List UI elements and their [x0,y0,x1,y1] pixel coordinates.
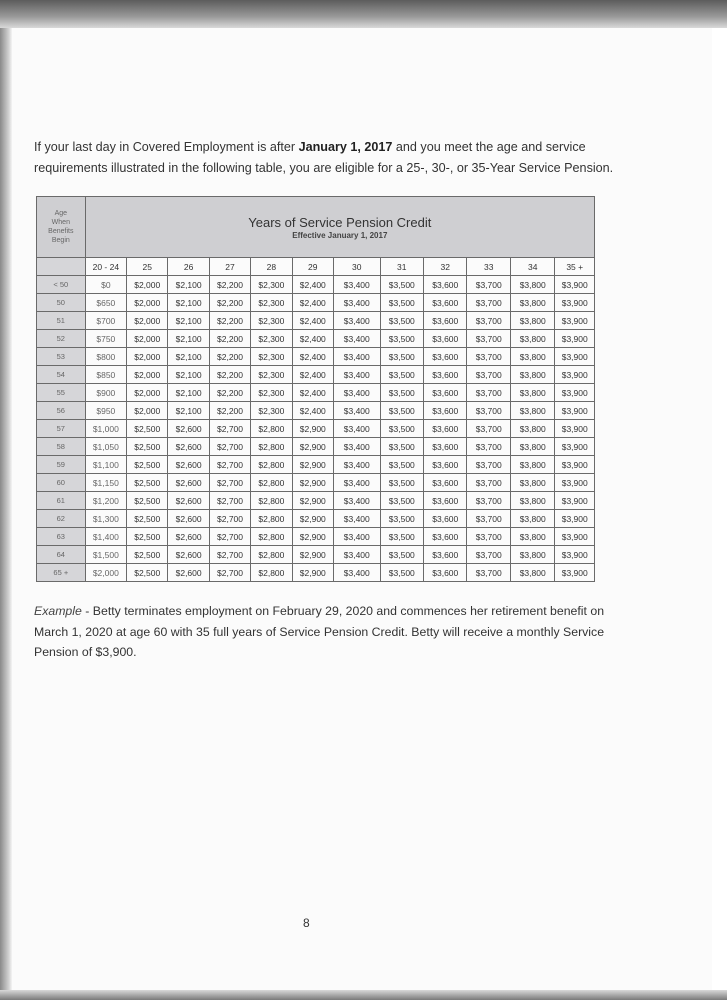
benefit-cell: $700 [85,312,126,330]
benefit-cell: $2,700 [209,474,250,492]
benefit-cell: $3,600 [424,330,467,348]
age-column-blank [37,258,86,276]
benefit-cell: $3,400 [333,546,380,564]
benefit-cell: $3,500 [380,492,423,510]
column-header: 34 [510,258,555,276]
benefit-cell: $2,100 [168,384,209,402]
benefit-cell: $3,700 [467,546,510,564]
benefit-cell: $3,500 [380,438,423,456]
benefit-cell: $2,100 [168,402,209,420]
benefit-cell: $2,000 [127,348,168,366]
age-cell: 65 + [37,564,86,582]
benefit-cell: $950 [85,402,126,420]
benefit-cell: $2,200 [209,330,250,348]
age-cell: < 50 [37,276,86,294]
benefit-cell: $2,600 [168,474,209,492]
benefit-cell: $2,300 [251,366,292,384]
benefit-cell: $0 [85,276,126,294]
benefit-cell: $2,500 [127,492,168,510]
table-row [37,420,595,438]
benefit-cell: $3,900 [555,546,595,564]
benefit-cell: $2,600 [168,528,209,546]
benefit-cell: $3,900 [555,528,595,546]
benefit-cell: $3,500 [380,384,423,402]
benefit-cell: $2,100 [168,330,209,348]
benefit-cell: $3,800 [510,402,555,420]
benefit-cell: $2,700 [209,492,250,510]
benefit-cell: $2,600 [168,510,209,528]
benefit-cell: $3,400 [333,528,380,546]
benefit-cell: $2,200 [209,402,250,420]
benefit-cell: $2,500 [127,456,168,474]
age-header-line-2: When [51,219,70,226]
benefit-cell: $2,100 [168,276,209,294]
column-header: 26 [168,258,209,276]
benefit-cell: $2,500 [127,420,168,438]
benefit-cell: $2,600 [168,492,209,510]
benefit-cell: $2,400 [292,294,333,312]
benefit-cell: $3,800 [510,312,555,330]
age-cell: 50 [37,294,86,312]
age-cell: 55 [37,384,86,402]
age-cell: 57 [37,420,86,438]
benefit-cell: $3,800 [510,492,555,510]
table-row [37,510,595,528]
benefit-cell: $3,400 [333,330,380,348]
scan-edge-top [0,0,727,28]
benefit-cell: $2,500 [127,546,168,564]
age-header-line-1: Age [54,210,68,217]
benefit-cell: $3,400 [333,294,380,312]
benefit-cell: $3,500 [380,366,423,384]
benefit-cell: $2,800 [251,546,292,564]
benefit-cell: $2,400 [292,330,333,348]
column-header: 35 + [555,258,595,276]
benefit-cell: $2,900 [292,438,333,456]
benefit-cell: $3,400 [333,510,380,528]
table-row [37,276,595,294]
benefit-cell: $3,500 [380,420,423,438]
benefit-cell: $3,400 [333,474,380,492]
benefit-cell: $3,800 [510,546,555,564]
benefit-cell: $3,700 [467,528,510,546]
benefit-cell: $3,600 [424,420,467,438]
example-paragraph [34,601,634,663]
benefit-cell: $1,000 [85,420,126,438]
benefit-cell: $2,000 [127,330,168,348]
benefit-cell: $1,300 [85,510,126,528]
benefit-cell: $2,600 [168,546,209,564]
age-cell: 64 [37,546,86,564]
benefit-cell: $3,700 [467,312,510,330]
benefit-cell: $3,400 [333,276,380,294]
benefit-cell: $3,500 [380,276,423,294]
benefit-cell: $3,600 [424,276,467,294]
benefit-cell: $3,900 [555,564,595,582]
benefit-cell: $2,600 [168,564,209,582]
column-header: 27 [209,258,250,276]
benefit-cell: $3,500 [380,456,423,474]
table-row [37,456,595,474]
scan-edge-bottom [0,990,727,1000]
benefit-cell: $650 [85,294,126,312]
age-cell: 62 [37,510,86,528]
benefit-cell: $3,600 [424,348,467,366]
column-header: 33 [467,258,510,276]
benefit-cell: $3,400 [333,402,380,420]
benefit-cell: $3,400 [333,438,380,456]
benefit-cell: $2,500 [127,564,168,582]
table-row [37,348,595,366]
benefit-cell: $2,900 [292,492,333,510]
benefit-cell: $3,600 [424,438,467,456]
benefit-cell: $2,800 [251,564,292,582]
benefit-cell: $3,800 [510,420,555,438]
benefit-cell: $3,800 [510,438,555,456]
benefit-cell: $2,700 [209,420,250,438]
intro-text-end: and you meet the age and service requirements illustrated in the following table, you are eligible for a 25-, 30-, or 35-Year Service Pension. [34,140,614,175]
benefit-cell: $3,500 [380,330,423,348]
column-header: 25 [127,258,168,276]
benefit-cell: $2,000 [127,312,168,330]
benefit-cell: $2,400 [292,384,333,402]
column-header: 32 [424,258,467,276]
table-body [37,276,595,582]
benefit-cell: $3,500 [380,564,423,582]
table-row [37,528,595,546]
benefit-cell: $3,700 [467,492,510,510]
benefit-cell: $3,500 [380,546,423,564]
benefit-cell: $2,200 [209,294,250,312]
intro-date: January 1, 2017 [298,140,393,154]
benefit-cell: $2,300 [251,330,292,348]
benefit-cell: $1,150 [85,474,126,492]
benefit-cell: $2,100 [168,294,209,312]
benefit-cell: $3,700 [467,438,510,456]
benefit-cell: $3,900 [555,366,595,384]
age-header-line-4: Begin [51,237,70,244]
benefit-cell: $2,900 [292,456,333,474]
benefit-cell: $2,800 [251,456,292,474]
benefit-cell: $3,700 [467,348,510,366]
scan-edge-left [0,0,12,1000]
benefit-cell: $3,700 [467,402,510,420]
benefit-cell: $3,800 [510,510,555,528]
benefit-cell: $3,900 [555,330,595,348]
table-row [37,402,595,420]
benefit-cell: $3,900 [555,474,595,492]
benefit-cell: $2,800 [251,510,292,528]
benefit-cell: $2,700 [209,510,250,528]
column-header: 28 [251,258,292,276]
benefit-cell: $2,600 [168,438,209,456]
benefit-cell: $3,500 [380,312,423,330]
age-cell: 59 [37,456,86,474]
benefit-cell: $3,800 [510,456,555,474]
benefit-cell: $2,900 [292,510,333,528]
benefit-cell: $3,500 [380,294,423,312]
table-row [37,564,595,582]
benefit-cell: $800 [85,348,126,366]
benefit-cell: $3,900 [555,420,595,438]
benefit-cell: $3,600 [424,546,467,564]
age-header-line-3: Benefits [48,228,74,235]
benefit-cell: $3,600 [424,474,467,492]
age-cell: 58 [37,438,86,456]
benefit-cell: $3,500 [380,348,423,366]
benefit-cell: $3,700 [467,330,510,348]
benefit-cell: $2,700 [209,438,250,456]
benefit-cell: $3,600 [424,492,467,510]
benefit-cell: $2,300 [251,294,292,312]
benefit-cell: $2,100 [168,348,209,366]
table-row [37,492,595,510]
benefit-cell: $2,200 [209,276,250,294]
benefit-cell: $2,700 [209,456,250,474]
benefit-cell: $2,000 [127,402,168,420]
benefit-cell: $3,900 [555,438,595,456]
benefit-cell: $3,800 [510,528,555,546]
table-row [37,330,595,348]
benefit-cell: $2,800 [251,474,292,492]
benefit-cell: $2,800 [251,492,292,510]
benefit-cell: $1,050 [85,438,126,456]
example-text: - Betty terminates employment on February 29, 2020 and commences her retirement benefit on March 1, 2020 at age 60 with 35 full years of Service Pension Credit. Betty will receive a monthly Service Pension of $3,900. [34,604,605,659]
benefit-cell: $3,400 [333,384,380,402]
benefit-cell: $2,200 [209,384,250,402]
benefit-cell: $3,800 [510,384,555,402]
column-header: 29 [292,258,333,276]
age-cell: 53 [37,348,86,366]
benefit-cell: $2,700 [209,546,250,564]
benefit-cell: $3,900 [555,402,595,420]
benefit-cell: $3,900 [555,492,595,510]
benefit-cell: $3,400 [333,420,380,438]
table-row [37,384,595,402]
benefit-cell: $2,000 [127,294,168,312]
benefit-cell: $3,700 [467,276,510,294]
benefit-cell: $2,300 [251,348,292,366]
benefit-cell: $2,100 [168,312,209,330]
benefit-cell: $3,900 [555,348,595,366]
column-header: 20 - 24 [85,258,126,276]
benefit-cell: $3,500 [380,528,423,546]
benefit-cell: $2,800 [251,528,292,546]
intro-paragraph [34,137,634,179]
age-cell: 63 [37,528,86,546]
benefit-cell: $3,900 [555,510,595,528]
benefit-cell: $3,700 [467,366,510,384]
benefit-cell: $3,400 [333,492,380,510]
age-cell: 54 [37,366,86,384]
table-row [37,474,595,492]
benefit-cell: $3,400 [333,366,380,384]
table-row [37,438,595,456]
benefit-cell: $850 [85,366,126,384]
benefit-cell: $3,600 [424,528,467,546]
benefit-cell: $2,500 [127,510,168,528]
benefit-cell: $900 [85,384,126,402]
benefit-cell: $3,700 [467,420,510,438]
benefit-cell: $3,800 [510,330,555,348]
benefit-cell: $2,200 [209,312,250,330]
benefit-cell: $3,500 [380,474,423,492]
benefit-cell: $2,000 [127,366,168,384]
benefit-cell: $2,300 [251,276,292,294]
column-header-row [37,258,595,276]
benefit-cell: $2,400 [292,348,333,366]
benefit-cell: $3,600 [424,312,467,330]
benefit-cell: $3,700 [467,510,510,528]
benefit-cell: $3,400 [333,564,380,582]
benefit-cell: $1,200 [85,492,126,510]
column-header: 31 [380,258,423,276]
benefit-cell: $2,500 [127,474,168,492]
benefit-cell: $3,800 [510,564,555,582]
benefit-cell: $2,900 [292,474,333,492]
benefit-cell: $3,700 [467,474,510,492]
benefit-cell: $1,400 [85,528,126,546]
benefit-cell: $3,800 [510,348,555,366]
benefit-cell: $2,200 [209,348,250,366]
benefit-cell: $3,600 [424,366,467,384]
benefit-cell: $3,500 [380,402,423,420]
benefit-cell: $2,200 [209,366,250,384]
benefit-cell: $2,000 [127,276,168,294]
benefit-cell: $1,100 [85,456,126,474]
page-number: 8 [303,916,310,930]
benefit-cell: $2,400 [292,366,333,384]
benefit-cell: $2,300 [251,384,292,402]
benefit-cell: $2,500 [127,438,168,456]
benefit-cell: $2,500 [127,528,168,546]
benefit-cell: $2,900 [292,528,333,546]
benefit-cell: $3,600 [424,384,467,402]
benefit-cell: $1,500 [85,546,126,564]
benefit-cell: $2,400 [292,312,333,330]
intro-text-start: If your last day in Covered Employment is after [34,140,299,154]
benefit-cell: $3,900 [555,276,595,294]
benefit-cell: $3,400 [333,348,380,366]
benefit-cell: $2,900 [292,546,333,564]
benefit-cell: $3,800 [510,276,555,294]
benefit-cell: $3,600 [424,456,467,474]
age-cell: 51 [37,312,86,330]
benefit-cell: $2,100 [168,366,209,384]
benefit-cell: $2,800 [251,438,292,456]
benefit-cell: $750 [85,330,126,348]
table-subtitle: Effective January 1, 2017 [292,230,388,240]
benefit-cell: $3,400 [333,456,380,474]
age-cell: 52 [37,330,86,348]
benefit-cell: $2,900 [292,564,333,582]
benefit-cell: $3,800 [510,294,555,312]
benefit-cell: $3,800 [510,474,555,492]
benefit-cell: $3,600 [424,402,467,420]
benefit-cell: $3,700 [467,294,510,312]
age-cell: 61 [37,492,86,510]
table-row [37,546,595,564]
benefit-cell: $3,600 [424,294,467,312]
benefit-cell: $3,600 [424,564,467,582]
benefit-cell: $2,900 [292,420,333,438]
age-header [37,197,86,258]
benefit-cell: $3,700 [467,564,510,582]
benefit-cell: $3,900 [555,312,595,330]
age-cell: 60 [37,474,86,492]
benefit-cell: $2,300 [251,312,292,330]
example-label: Example [34,604,82,618]
benefit-cell: $2,600 [168,456,209,474]
column-header: 30 [333,258,380,276]
benefit-cell: $2,400 [292,276,333,294]
benefit-cell: $3,900 [555,294,595,312]
benefit-cell: $2,300 [251,402,292,420]
benefit-cell: $3,400 [333,312,380,330]
pension-table [36,196,595,582]
benefit-cell: $3,600 [424,510,467,528]
benefit-cell: $3,500 [380,510,423,528]
benefit-cell: $2,700 [209,528,250,546]
benefit-cell: $2,400 [292,402,333,420]
benefit-cell: $2,000 [127,384,168,402]
benefit-cell: $3,900 [555,456,595,474]
benefit-cell: $3,900 [555,384,595,402]
table-title: Years of Service Pension Credit [248,214,432,230]
table-row [37,294,595,312]
benefit-cell: $3,800 [510,366,555,384]
benefit-cell: $3,700 [467,384,510,402]
table-row [37,366,595,384]
benefit-cell: $2,800 [251,420,292,438]
benefit-cell: $2,000 [85,564,126,582]
table-row [37,312,595,330]
benefit-cell: $2,600 [168,420,209,438]
table-title-cell [85,197,594,258]
benefit-cell: $2,700 [209,564,250,582]
age-cell: 56 [37,402,86,420]
benefit-cell: $3,700 [467,456,510,474]
